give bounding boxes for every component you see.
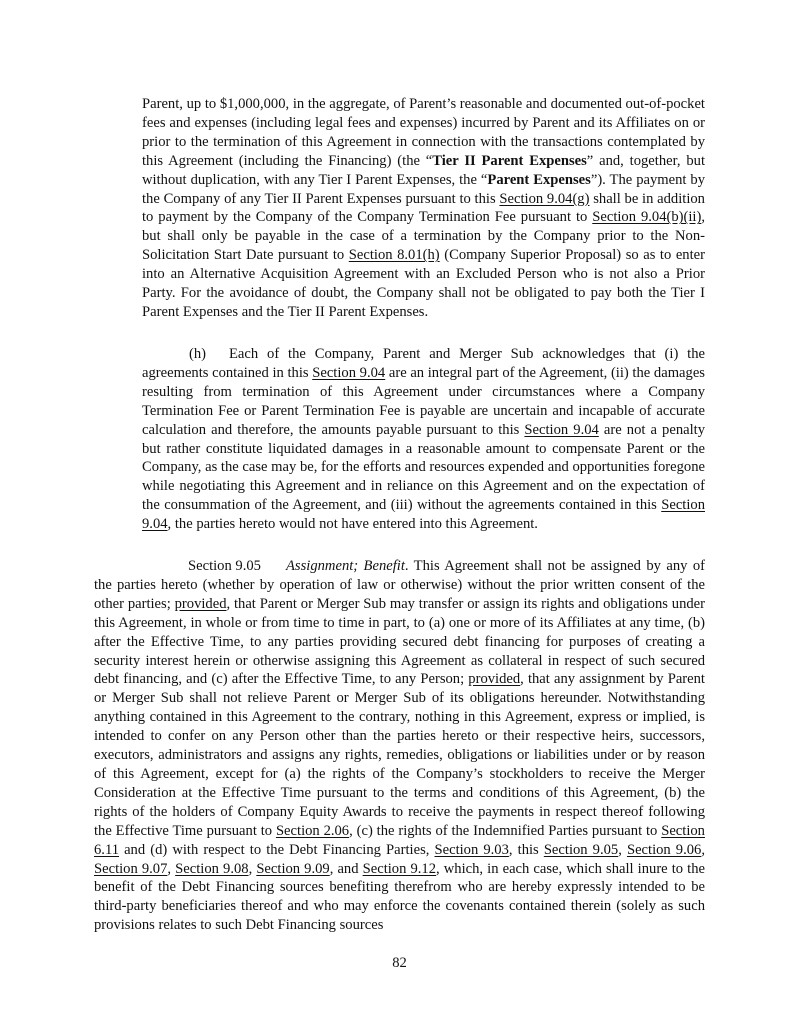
section-9-05-number: Section 9.05 <box>188 558 261 574</box>
paragraph-h: (h) Each of the Company, Parent and Merger Sub acknowledges that (i) the agreements contained in this Section 9.04 are an integral part of the Agreement, (ii) the damages resulting from termination of this Agreement under circumstances where a Company Termination Fee or Parent Termination Fee is payable are uncertain and incapable of accurate calculation and therefore, the amounts payable pursuant to this Section 9.04 are not a penalty but rather constitute liquidated damages in a reasonable amount to compensate Parent or the Company, as the case may be, for the efforts and resources expended and opportunities foregone while negotiating this Agreement and in reliance on this Agreement and on the expectation of the consummation of the Agreement, and (iii) without the agreements contained in this Section 9.04, the parties hereto would not have entered into this Agreement. <box>142 346 705 533</box>
section-ref-9-04-first: Section 9.04 <box>312 364 386 381</box>
section-9-05: Section 9.05 Assignment; Benefit. This Agreement shall not be assigned by any of the parties hereto (whether by operation of law or otherwise) without the prior written consent of the other parties; provided, that Parent or Merger Sub may transfer or assign its rights and obligations under this Agreement, in whole or from time to time in part, to (a) one or more of its Affiliates at any time, (b) after the Effective Time, to any parties providing secured debt financing for purposes of creating a security interest herein or otherwise assigning this Agreement as collateral in respect of such secured debt financing, and (c) after the Effective Time, to any Person; provided, that any assignment by Parent or Merger Sub shall not relieve Parent or Merger Sub of its obligations hereunder. Notwithstanding anything contained in this Agreement to the contrary, nothing in this Agreement, express or implied, is intended to confer on any Person other than the parties hereto or their respective heirs, successors, executors, administrators and assigns any rights, remedies, obligations or liabilities under or by reason of this Agreement, except for (a) the rights of the Company’s stockholders to receive the Merger Consideration at the Effective Time pursuant to the terms and conditions of this Agreement, (b) the rights of the holders of Company Equity Awards to receive the payments in respect thereof following the Effective Time pursuant to Section 2.06, (c) the rights of the Indemnified Parties pursuant to Section 6.11 and (d) with respect to the Debt Financing Parties, Section 9.03, this Section 9.05, Section 9.06, Section 9.07, Section 9.08, Section 9.09, and Section 9.12, which, in each case, which shall inure to the benefit of the Debt Financing sources benefiting therefrom who are hereby expressly intended to be third-party beneficiaries thereof and who may enforce the covenants contained therein (solely as such provisions relates to such Debt Financing sources <box>94 558 706 934</box>
proviso-provided-2: provided <box>468 671 521 688</box>
defined-term-tier-ii-parent-expenses: Tier II Parent Expenses <box>432 152 587 169</box>
defined-term-parent-expenses: Parent Expenses <box>487 171 591 188</box>
section-ref-9-05: Section 9.05 <box>543 841 619 858</box>
section-ref-6-11: Section 6.11 <box>94 822 705 858</box>
page-number: 82 <box>392 955 407 971</box>
section-ref-9-03: Section 9.03 <box>434 841 509 858</box>
section-ref-2-06: Section 2.06 <box>275 822 350 839</box>
section-ref-9-07: Section 9.07 <box>94 860 168 877</box>
section-ref-9-04-g: Section 9.04(g) <box>499 190 590 207</box>
section-ref-9-04-b-ii: Section 9.04(b)(ii) <box>592 209 702 226</box>
section-ref-9-12: Section 9.12 <box>362 860 437 877</box>
section-9-05-title: Assignment; Benefit <box>286 558 405 574</box>
proviso-provided-1: provided <box>174 595 227 612</box>
section-ref-9-08: Section 9.08 <box>175 860 249 877</box>
paragraph-h-label: (h) <box>189 346 207 362</box>
paragraph-g-continuation: Parent, up to $1,000,000, in the aggregate, of Parent’s reasonable and documented out-of-pocket fees and expenses (including legal fees and expenses) incurred by Parent and its Affiliates on or prior to the termination of this Agreement in connection with the transactions contemplated by this Agreement (including the Financing) (the “Tier II Parent Expenses” and, together, but without duplication, with any Tier I Parent Expenses, the “Parent Expenses”). The payment by the Company of any Tier II Parent Expenses pursuant to this Section 9.04(g) shall be in addition to payment by the Company of the Company Termination Fee pursuant to Section 9.04(b)(ii), but shall only be payable in the case of a termination by the Company prior to the Non-Solicitation Start Date pursuant to Section 8.01(h) (Company Superior Proposal) so as to enter into an Alternative Acquisition Agreement with an Excluded Person who is not also a Prior Party. For the avoidance of doubt, the Company shall not be obligated to pay both the Tier I Parent Expenses and the Tier II Parent Expenses. <box>142 96 706 320</box>
section-ref-9-06: Section 9.06 <box>626 841 702 858</box>
section-ref-8-01-h: Section 8.01(h) <box>348 247 440 264</box>
section-ref-9-04-second: Section 9.04 <box>524 421 599 438</box>
section-ref-9-09: Section 9.09 <box>256 860 330 877</box>
section-ref-9-04-third: Section 9.04 <box>142 497 705 533</box>
